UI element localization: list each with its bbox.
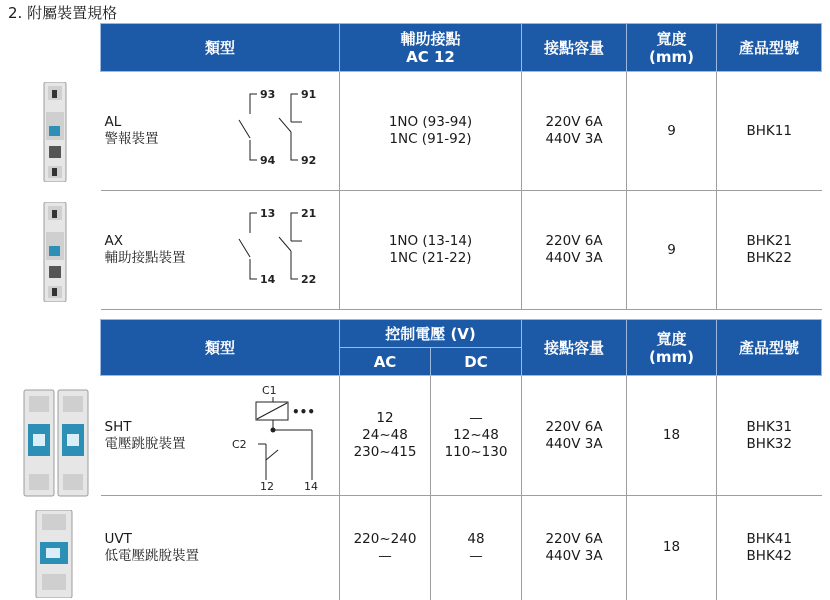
capacity-220: 220V 6A: [545, 418, 603, 435]
contacts-cell: [340, 191, 522, 310]
contact-no: 1NO (13-14): [388, 233, 473, 249]
header-width: [627, 320, 717, 376]
capacity-cell: [522, 72, 627, 191]
type-cell: [101, 72, 340, 191]
capacity-220: 220V 6A: [545, 233, 603, 249]
capacity-cell: [522, 496, 627, 600]
trip-device-table: [100, 319, 822, 600]
contact-diagram: [231, 88, 331, 174]
aux-contact-table: [100, 23, 822, 310]
header-width-line2: (mm): [649, 347, 694, 366]
capacity-220: 220V 6A: [545, 114, 603, 130]
model-number: BHK31: [746, 418, 792, 435]
model-number: BHK41: [746, 530, 792, 547]
contact-diagram: [231, 207, 331, 293]
table-row: [101, 72, 822, 191]
header-type: 類型: [101, 24, 340, 72]
terminal-label: 93: [259, 88, 275, 101]
header-width-line1: 寬度: [656, 329, 687, 348]
terminal-label: 14: [303, 480, 318, 492]
model-cell: [717, 496, 822, 600]
table-row: [101, 376, 822, 496]
model-cell: [717, 191, 822, 310]
model-number: BHK32: [746, 435, 792, 452]
ax-device-image: [40, 202, 70, 302]
contact-no: 1NO (93-94): [388, 114, 473, 130]
capacity-440: 440V 3A: [545, 547, 603, 564]
dc-voltage-cell: [431, 496, 522, 600]
terminal-label: 91: [300, 88, 316, 101]
table-header-row: [101, 24, 822, 72]
header-model: 產品型號: [717, 320, 822, 376]
type-cell: [101, 191, 340, 310]
ac-voltage: 230~415: [353, 444, 417, 460]
terminal-label: 12: [259, 480, 274, 492]
type-code: AL: [104, 114, 122, 130]
uvt-device-image: [32, 510, 78, 598]
header-aux-contacts-line1: 輔助接點: [400, 29, 461, 48]
ac-voltage: —: [378, 547, 392, 564]
type-cell: [101, 376, 340, 496]
model-number: BHK42: [746, 547, 792, 564]
dc-voltage: 12~48: [453, 427, 499, 443]
capacity-cell: [522, 191, 627, 310]
shunt-trip-diagram: [226, 380, 326, 492]
type-code: AX: [104, 233, 123, 249]
header-type: 類型: [101, 320, 340, 376]
dc-voltage: 48: [467, 530, 485, 547]
type-name: 低電壓跳脫裝置: [104, 547, 199, 564]
coil-label-c2: C2: [231, 438, 247, 451]
model-number: BHK22: [746, 250, 792, 266]
terminal-label: 21: [300, 207, 316, 220]
terminal-label: 94: [259, 154, 275, 167]
section-title: 2. 附屬裝置規格: [8, 4, 118, 22]
model-number: BHK21: [746, 233, 792, 249]
terminal-label: 13: [259, 207, 275, 220]
terminal-label: 14: [259, 273, 275, 286]
model-number: BHK11: [746, 122, 792, 139]
model-cell: [717, 72, 822, 191]
contact-nc: 1NC (91-92): [389, 131, 472, 147]
width-cell: 9: [627, 191, 717, 310]
terminal-label: 92: [300, 154, 316, 167]
type-code: SHT: [104, 418, 132, 435]
table-row: [101, 191, 822, 310]
header-control-voltage: 控制電壓 (V): [340, 320, 522, 348]
al-device-image: [40, 82, 70, 182]
type-code: UVT: [104, 530, 132, 547]
ac-voltage: 220~240: [353, 530, 417, 547]
table-header-row: [101, 320, 822, 348]
header-aux-contacts: [340, 24, 522, 72]
header-aux-contacts-line2: AC 12: [406, 47, 455, 66]
ac-voltage: 12: [376, 410, 394, 426]
width-cell: 18: [627, 376, 717, 496]
capacity-440: 440V 3A: [545, 131, 603, 147]
capacity-440: 440V 3A: [545, 435, 603, 452]
width-cell: 9: [627, 72, 717, 191]
ac-voltage-cell: [340, 376, 431, 496]
header-width-line1: 寬度: [656, 29, 687, 48]
type-cell: [101, 496, 340, 600]
type-name: 輔助接點裝置: [104, 250, 186, 266]
header-capacity: 接點容量: [522, 320, 627, 376]
width-cell: 18: [627, 496, 717, 600]
header-capacity: 接點容量: [522, 24, 627, 72]
dc-voltage: —: [469, 547, 483, 564]
capacity-220: 220V 6A: [545, 530, 603, 547]
capacity-440: 440V 3A: [545, 250, 603, 266]
dc-voltage: 110~130: [444, 444, 508, 460]
capacity-cell: [522, 376, 627, 496]
sht-device-image: [22, 388, 90, 498]
type-name: 警報裝置: [104, 131, 159, 147]
header-model: 產品型號: [717, 24, 822, 72]
model-cell: [717, 376, 822, 496]
type-name: 電壓跳脫裝置: [104, 435, 186, 452]
ac-voltage-cell: [340, 496, 431, 600]
header-ac: AC: [340, 348, 431, 376]
dc-voltage-cell: [431, 376, 522, 496]
terminal-label: 22: [300, 273, 316, 286]
dc-voltage: —: [469, 410, 483, 426]
status-dots: •••: [291, 405, 315, 419]
table-row: [101, 496, 822, 600]
ac-voltage: 24~48: [362, 427, 408, 443]
header-width-line2: (mm): [649, 47, 694, 66]
coil-label-c1: C1: [261, 384, 277, 397]
contacts-cell: [340, 72, 522, 191]
header-width: [627, 24, 717, 72]
contact-nc: 1NC (21-22): [389, 250, 472, 266]
header-dc: DC: [431, 348, 522, 376]
